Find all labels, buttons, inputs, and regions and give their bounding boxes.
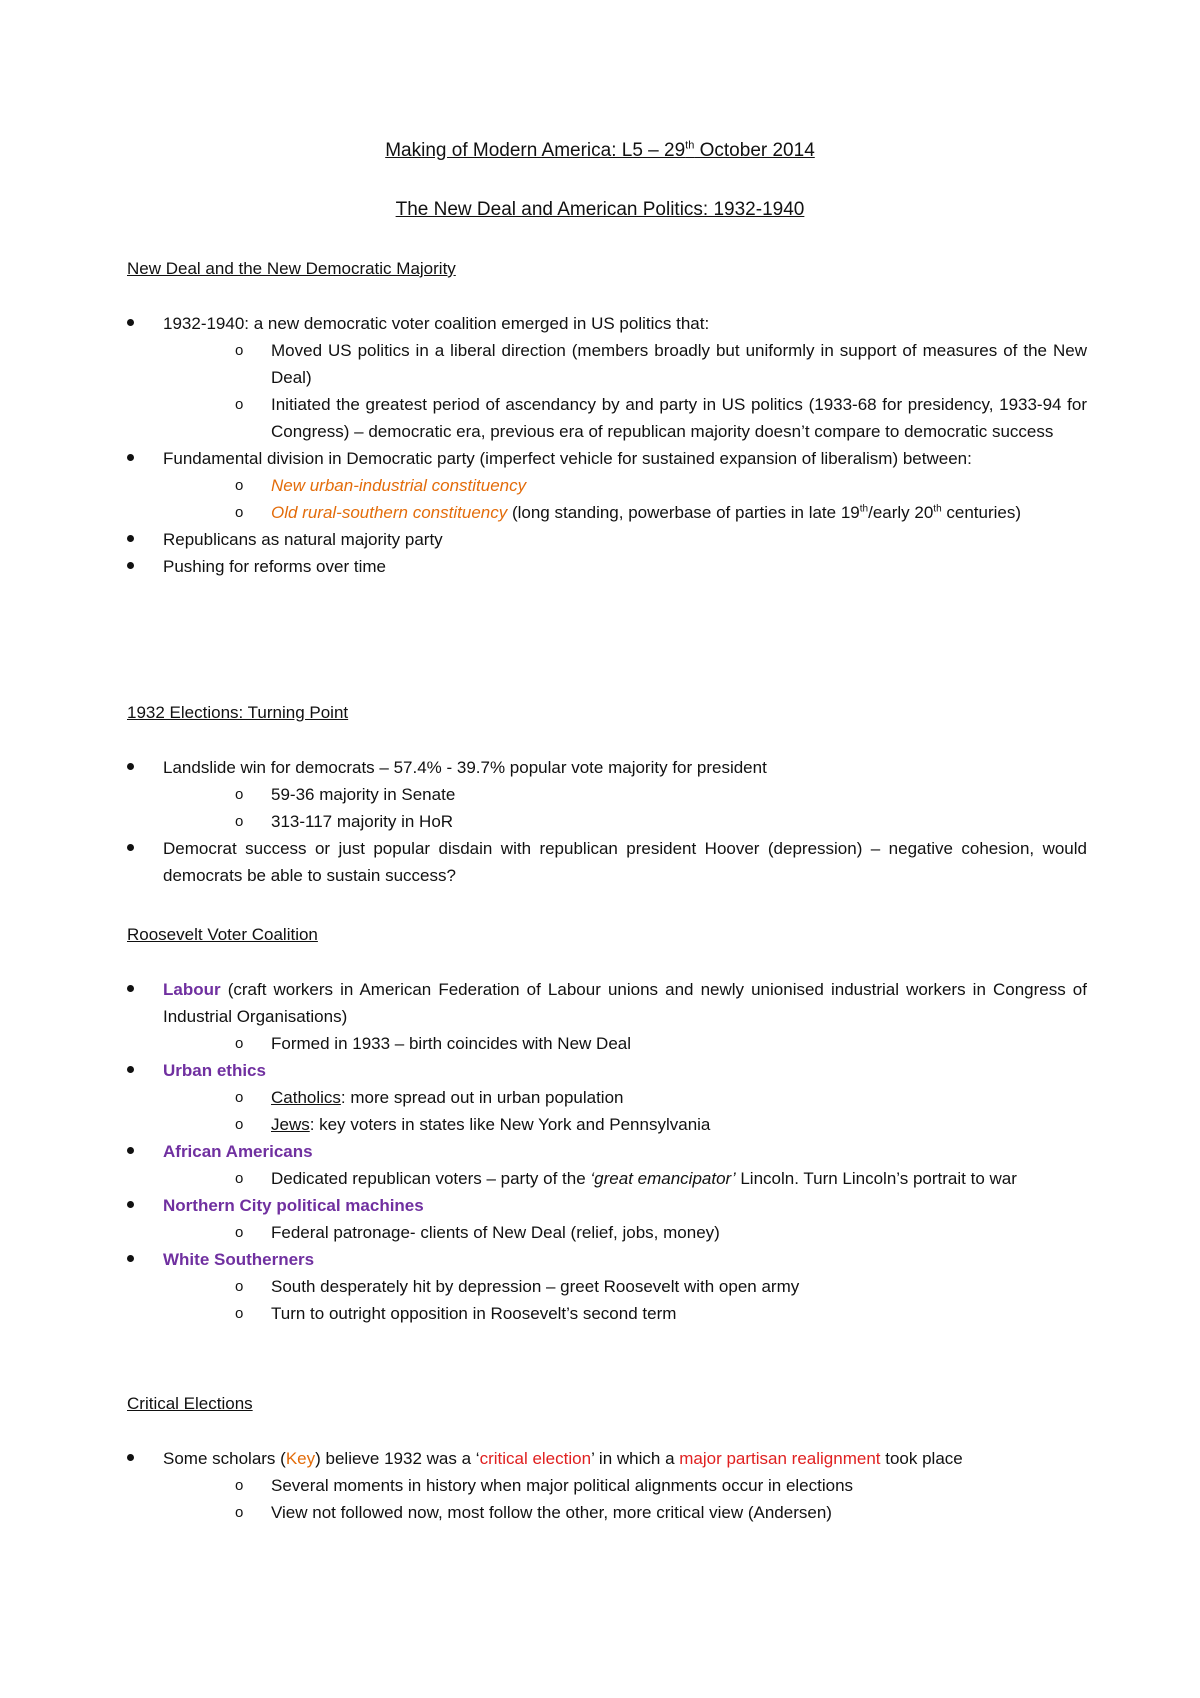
sub-list (163, 472, 1087, 526)
sub-list-item: o Old rural-southern constituency (long standing, powerbase of parties in late 19th/early 20th centuries) (163, 499, 1087, 526)
sub-list (163, 337, 1087, 445)
bullet-list (127, 976, 1087, 1327)
section-heading: Roosevelt Voter Coalition (127, 925, 318, 944)
section-heading: New Deal and the New Democratic Majority (127, 259, 456, 278)
list-item: Republicans as natural majority party (127, 526, 1087, 553)
list-item: African Americans o Dedicated republican voters – party of the ‘great emancipator’ Lincoln. Turn Lincoln’s portrait to war (127, 1138, 1087, 1192)
document-subtitle: The New Deal and American Politics: 1932-1940 (395, 199, 805, 220)
sub-list (163, 781, 1087, 835)
section-critical-elections (127, 1393, 1087, 1526)
sub-list (163, 1165, 1087, 1192)
sub-list-item: o South desperately hit by depression – greet Roosevelt with open army (163, 1273, 1087, 1300)
list-item: Fundamental division in Democratic party (imperfect vehicle for sustained expansion of liberalism) between: o New urban-industrial constituency o Old rural-southern constituency (long standing, powerbase of parties in late 19th/early 20th centuries) (127, 445, 1087, 526)
section-heading: 1932 Elections: Turning Point (127, 703, 349, 722)
sub-list-item: o Formed in 1933 – birth coincides with New Deal (163, 1030, 1087, 1057)
list-item: Pushing for reforms over time (127, 553, 1087, 580)
sub-list-item: o View not followed now, most follow the other, more critical view (Andersen) (163, 1499, 1087, 1526)
sub-list (163, 1219, 1087, 1246)
sub-list (163, 1030, 1087, 1057)
sub-list-item: o 59-36 majority in Senate (163, 781, 1087, 808)
list-item: Democrat success or just popular disdain with republican president Hoover (depression) – negative cohesion, would democrats be able to sustain success? (127, 835, 1087, 889)
sub-list-item: o Initiated the greatest period of ascendancy by and party in US politics (1933-68 for presidency, 1933-94 for Congress) – democratic era, previous era of republican majority doesn’t compare to democratic success (163, 391, 1087, 445)
list-item: Northern City political machines o Federal patronage- clients of New Deal (relief, jobs, money) (127, 1192, 1087, 1246)
sub-list-item: o Turn to outright opposition in Roosevelt’s second term (163, 1300, 1087, 1327)
section-heading: Critical Elections (127, 1394, 253, 1413)
sub-list (163, 1273, 1087, 1327)
sub-list-item: o New urban-industrial constituency (163, 472, 1087, 499)
bullet-list (127, 1445, 1087, 1526)
list-item: 1932-1940: a new democratic voter coalition emerged in US politics that: o Moved US politics in a liberal direction (members broadly but uniformly in support of measures of the New Deal) o Initiated the greatest period of ascendancy by and party in US politics (1933-68 for presidency, 1933-94 for Congress) – democratic era, previous era of republican majority doesn’t compare to democratic success (127, 310, 1087, 445)
list-item: White Southerners o South desperately hit by depression – greet Roosevelt with open army o Turn to outright opposition in Roosevelt’s second term (127, 1246, 1087, 1327)
sub-list-item: o Several moments in history when major political alignments occur in elections (163, 1472, 1087, 1499)
sub-list-item: o Jews: key voters in states like New York and Pennsylvania (163, 1111, 1087, 1138)
list-item: Labour (craft workers in American Federation of Labour unions and newly unionised industrial workers in Congress of Industrial Organisations) o Formed in 1933 – birth coincides with New Deal (127, 976, 1087, 1057)
list-item: Urban ethics o Catholics: more spread out in urban population o Jews: key voters in states like New York and Pennsylvania (127, 1057, 1087, 1138)
bullet-list (127, 754, 1087, 889)
section-new-deal-majority (127, 258, 1087, 580)
bullet-list (127, 310, 1087, 580)
sub-list (163, 1084, 1087, 1138)
sub-list-item: o 313-117 majority in HoR (163, 808, 1087, 835)
sub-list-item: o Dedicated republican voters – party of the ‘great emancipator’ Lincoln. Turn Lincoln’s portrait to war (163, 1165, 1087, 1192)
sub-list-item: o Catholics: more spread out in urban population (163, 1084, 1087, 1111)
section-1932-elections (127, 702, 1087, 889)
sub-list-item: o Federal patronage- clients of New Deal (relief, jobs, money) (163, 1219, 1087, 1246)
section-roosevelt-coalition (127, 924, 1087, 1327)
list-item: Landslide win for democrats – 57.4% - 39.7% popular vote majority for president o 59-36 majority in Senate o 313-117 majority in HoR (127, 754, 1087, 835)
list-item: Some scholars (Key) believe 1932 was a ‘critical election’ in which a major partisan realignment took place o Several moments in history when major political alignments occur in elections o View not followed now, most follow the other, more critical view (Andersen) (127, 1445, 1087, 1526)
sub-list (163, 1472, 1087, 1526)
document-title: Making of Modern America: L5 – 29th October 2014 (385, 139, 815, 161)
sub-list-item: o Moved US politics in a liberal direction (members broadly but uniformly in support of measures of the New Deal) (163, 337, 1087, 391)
